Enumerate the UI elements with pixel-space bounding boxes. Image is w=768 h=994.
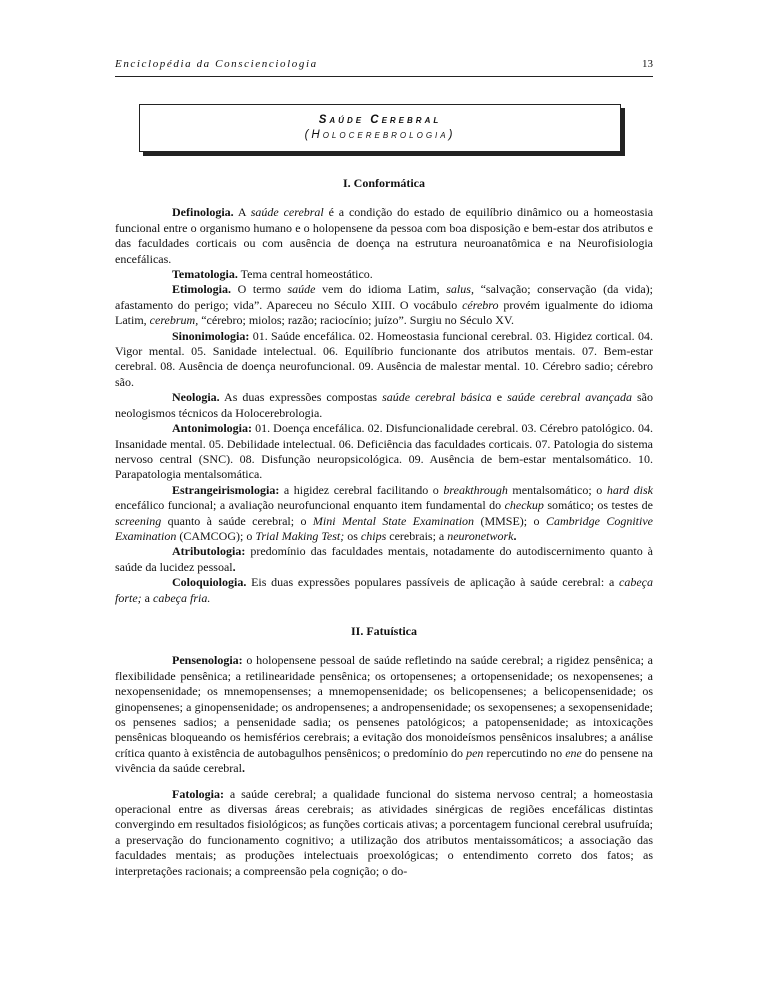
paragraph-sinonimologia: Sinonimologia: 01. Saúde encefálica. 02. Homeostasia funcional cerebral. 03. Higidez cortical. 04. Vigor mental. 05. Sanidade intelectual. 06. Equilíbrio funcionante dos atributos mentais. 07. Bem-estar cerebral. 08. Ausência de doença neurofuncional. 09. Ausência de malestar mental. 10. Cérebro sadio; cérebro são. [115,328,653,389]
entry-body [115,176,653,879]
paragraph-etimologia: Etimologia. O termo saúde vem do idioma Latim, salus, “salvação; conservação (da vida); afastamento do perigo; vida”. Apareceu no Século XIII. O vocábulo cérebro provém igualmente do idioma Latim, cerebrum, “cérebro; miolos; razão; raciocínio; juízo”. Surgiu no Século XV. [115,282,654,328]
paragraph-fatologia: Fatologia: a saúde cerebral; a qualidade funcional do sistema nervoso central; a homeostasia operacional entre as diversas áreas cerebrais; as atividades sinérgicas de regiões encefálicas distintas convergindo em resultados fisiológicos; as funções corticais ativas; a porcentagem funcional cerebral usufruída; a preservação do funcionamento cognitivo; a utilização dos atributos mentaissomáticos; a associação das faculdades mentais; as produções intelectuais proexológicas; o entendimento correto dos fatos; as interpretações racionais; a compreensão pela cognição; o do- [115,786,653,878]
entry-subtitle: (Holocerebrologia) [304,129,456,141]
paragraph-pensenologia: Pensenologia: o holopensene pessoal de saúde refletindo na saúde cerebral; a rigidez pensênica; a flexibilidade pensênica; a retilinearidade pensênica; os ortopensenes; a ortopensenidade; os nexopensenes; a nexopensenidade; os mnemopensenses; a mnemopensenidade; os belicopensenes; a belicopensenidade; os ginopensenes; a ginopensenidade; os andropensenes; a andropensenidade; os sexopensenes; a sexopensenidade; os pensenes sadios; a pensenidade sadia; os pensenes patológicos; a patopensenidade; as intoxicações pensênicas bloqueando os hemisférios cerebrais; a evitação dos monoideísmos pensênicos insalubres; a análise crítica quanto à existência de autobagulhos pensênicos; o predomínio do pen repercutindo no ene do pensene na vivência da saúde cerebral. [115,653,653,776]
entry-title-box [139,104,621,152]
paragraph-neologia: Neologia. As duas expressões compostas saúde cerebral básica e saúde cerebral avançada são neologismos técnicos da Holocerebrologia. [115,390,653,420]
running-title: Enciclopédia da Conscienciologia [115,58,318,70]
paragraph-atributologia: Atributologia: predomínio das faculdades mentais, notadamente do autodiscernimento quanto à saúde da lucidez pessoal. [115,544,653,574]
section-title-fatuistica: II. Fatuística [351,623,417,638]
paragraph-coloquiologia: Coloquiologia. Eis duas expressões populares passíveis de aplicação à saúde cerebral: a cabeça forte; a cabeça fria. [115,575,653,605]
section-title-conformatica: I. Conformática [343,176,425,190]
paragraph-estrangeirismologia: Estrangeirismologia: a higidez cerebral facilitando o breakthrough mentalsomático; o hard disk encefálico funcional; a avaliação neurofuncional enquanto item fundamental do checkup somático; os testes de screening quanto à saúde cerebral; o Mini Mental State Examination (MMSE); o Cambridge Cognitive Examination (CAMCOG); o Trial Making Test; os chips cerebrais; a neuronetwork. [115,482,654,543]
paragraph-definologia: Definologia. A saúde cerebral é a condição do estado de equilíbrio dinâmico ou a homeostasia funcional entre o organismo humano e o holopensene da pessoa com boa disposição e bem-estar dos atributos e das faculdades corticais ou com ausência de doença na estrutura neuroanatômica e na Neurofisiologia encefálicas. [115,205,654,266]
running-header [115,58,653,76]
header-rule [115,76,653,77]
paragraph-tematologia: Tematologia. Tema central homeostático. [172,267,373,282]
page-number: 13 [642,58,653,70]
paragraph-antonimologia: Antonimologia: 01. Doença encefálica. 02. Disfuncionalidade cerebral. 03. Cérebro patológico. 04. Insanidade mental. 05. Debilidade intelectual. 06. Deficiência das faculdades corticais. 07. Patologia do sistema nervoso central (SNC). 08. Disfunção neuropsicológica. 09. Ausência de bem-estar mentalsomático. 10. Parapatologia mentalsomática. [115,421,653,482]
entry-title: Saúde Cerebral [318,114,442,126]
